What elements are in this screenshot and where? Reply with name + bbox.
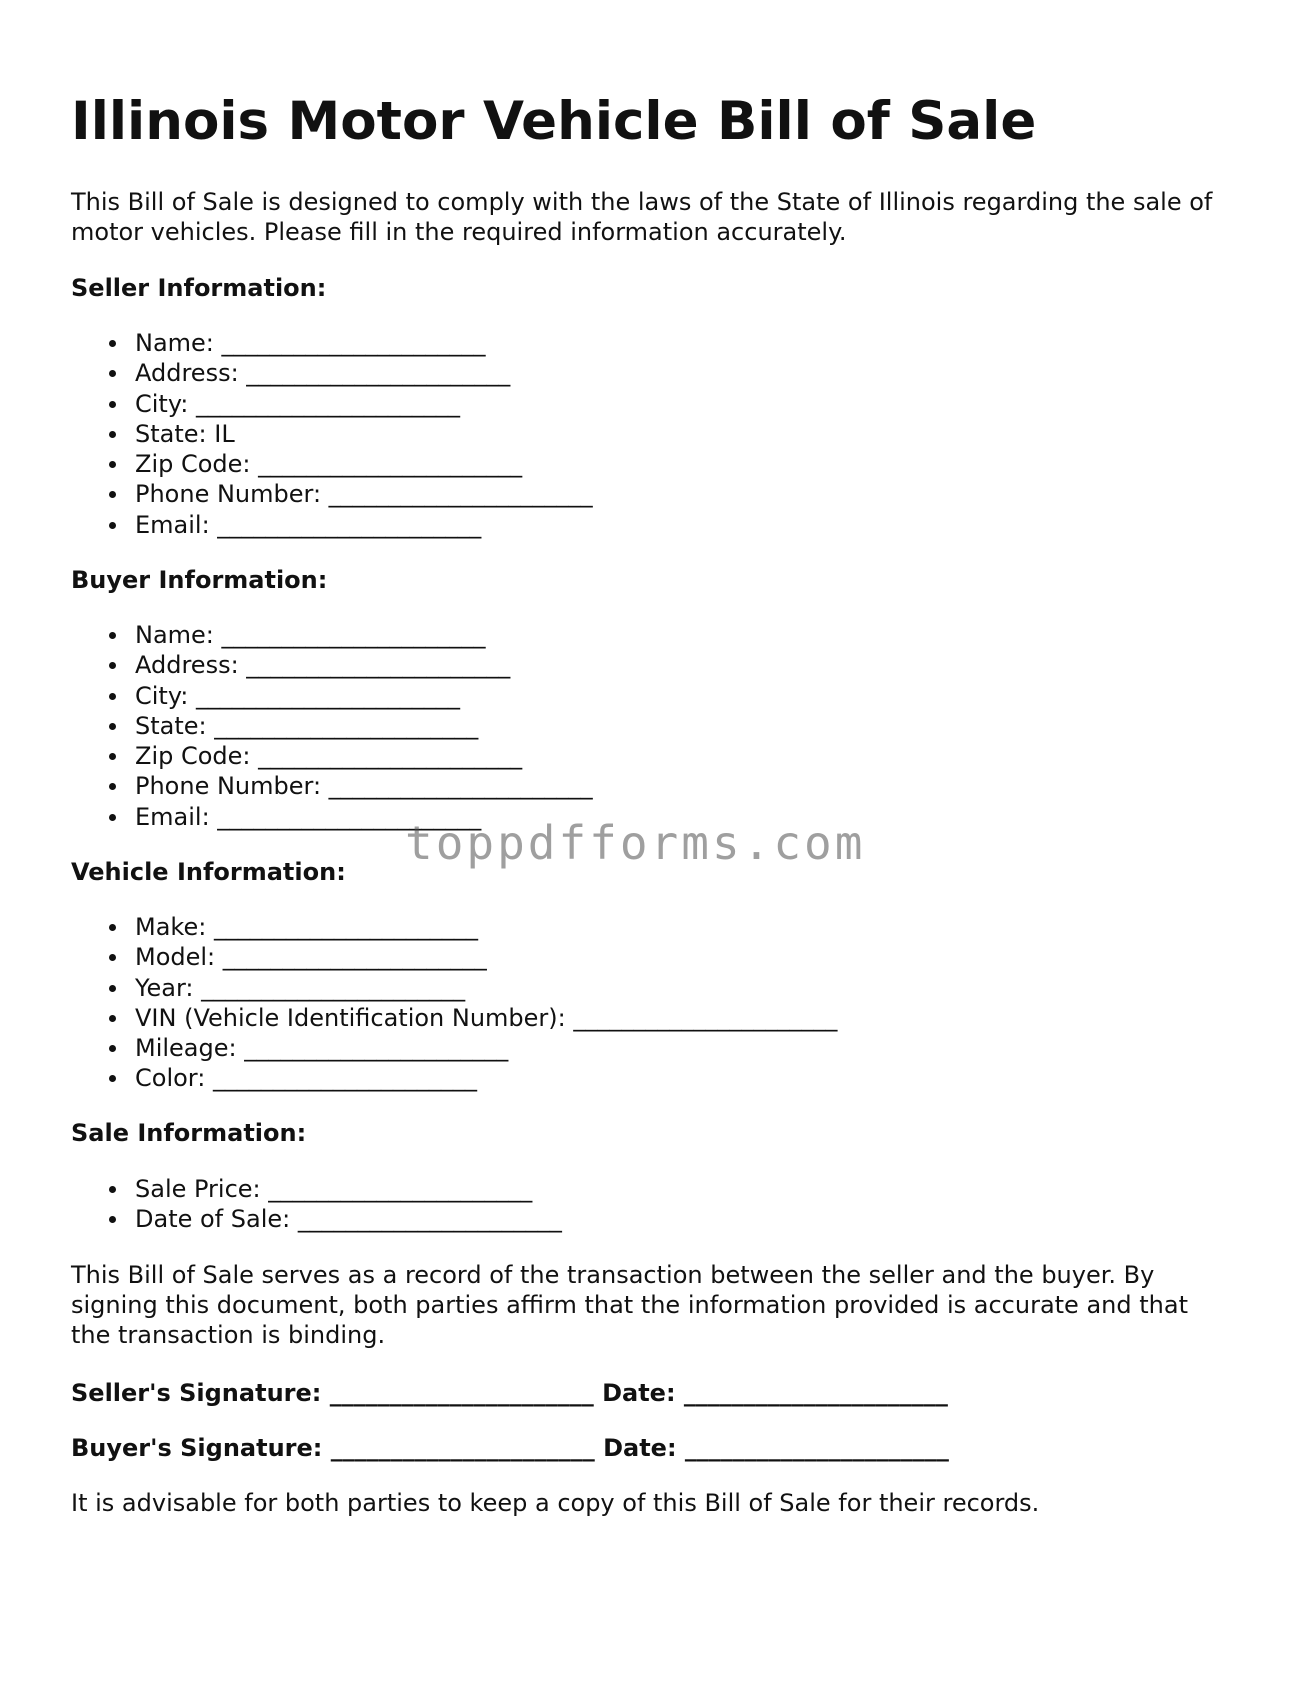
seller-email-field[interactable]: Email: ______________________ (135, 510, 593, 540)
footer-note: It is advisable for both parties to keep a copy of this Bill of Sale for their records. (71, 1489, 1040, 1517)
vehicle-mileage-field[interactable]: Mileage: ______________________ (135, 1033, 837, 1063)
buyer-zip-field[interactable]: Zip Code: ______________________ (135, 741, 593, 771)
buyer-phone-field[interactable]: Phone Number: ______________________ (135, 772, 593, 801)
vehicle-color-field[interactable]: Color: ______________________ (135, 1063, 837, 1093)
sale-fields-list (71, 1174, 562, 1235)
buyer-address-field[interactable]: Address: ______________________ (135, 650, 593, 680)
seller-state-field: State: IL (135, 419, 593, 449)
buyer-heading: Buyer Information: (71, 566, 328, 594)
buyer-fields-list (71, 620, 593, 832)
seller-zip-field[interactable]: Zip Code: ______________________ (135, 449, 593, 479)
vehicle-make-field[interactable]: Make: ______________________ (135, 912, 837, 942)
sale-date-field[interactable]: Date of Sale: ______________________ (135, 1205, 562, 1234)
seller-city-field[interactable]: City: ______________________ (135, 389, 593, 419)
closing-paragraph: This Bill of Sale serves as a record of the transaction between the seller and the buyer. By signing this document, both parties affirm that the information provided is accurate and that the transaction is binding. (71, 1261, 1188, 1349)
watermark-text: toppdfforms.com (405, 816, 866, 870)
sale-heading: Sale Information: (71, 1119, 307, 1147)
intro-paragraph: This Bill of Sale is designed to comply with the laws of the State of Illinois regarding the sale of motor vehicles. Please fill in the required information accurately. (71, 188, 1213, 246)
vehicle-fields-list (71, 912, 837, 1094)
vehicle-year-field[interactable]: Year: ______________________ (135, 973, 837, 1003)
vehicle-vin-field[interactable]: VIN (Vehicle Identification Number): ______________________ (135, 1003, 838, 1032)
buyer-signature-line[interactable]: Buyer's Signature: ______________________ Date: ______________________ (71, 1434, 949, 1462)
buyer-email-field[interactable]: Email: ______________________ (135, 802, 593, 832)
sale-price-field[interactable]: Sale Price: ______________________ (135, 1174, 562, 1204)
seller-heading: Seller Information: (71, 274, 327, 302)
seller-phone-field[interactable]: Phone Number: ______________________ (135, 480, 593, 509)
seller-name-field[interactable]: Name: ______________________ (135, 328, 593, 358)
buyer-name-field[interactable]: Name: ______________________ (135, 620, 593, 650)
vehicle-heading: Vehicle Information: (71, 858, 346, 886)
buyer-state-field[interactable]: State: ______________________ (135, 711, 593, 741)
buyer-city-field[interactable]: City: ______________________ (135, 681, 593, 711)
seller-address-field[interactable]: Address: ______________________ (135, 358, 593, 388)
vehicle-model-field[interactable]: Model: ______________________ (135, 942, 837, 972)
seller-fields-list (71, 328, 593, 540)
seller-signature-line[interactable]: Seller's Signature: ______________________ Date: ______________________ (71, 1379, 948, 1407)
document-title: Illinois Motor Vehicle Bill of Sale (71, 91, 1037, 152)
